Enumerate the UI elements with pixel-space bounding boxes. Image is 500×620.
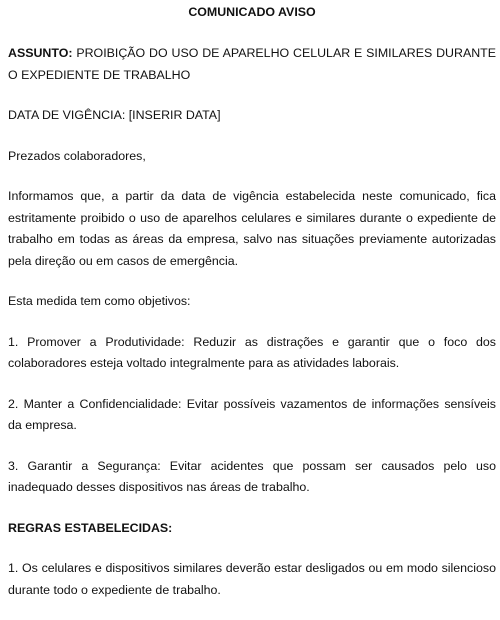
objective-item: 2. Manter a Confidencialidade: Evitar possíveis vazamentos de informações sensíveis da empresa. [8, 396, 496, 432]
rule-item: 1. Os celulares e dispositivos similares deverão estar desligados ou em modo silencioso durante todo o expediente de trabalho. [8, 561, 496, 597]
document-title: COMUNICADO AVISO [188, 5, 316, 19]
objective-item: 1. Promover a Produtividade: Reduzir as distrações e garantir que o foco dos colaboradores esteja voltado integralmente para as atividades laborais. [8, 334, 496, 370]
subject-label: ASSUNTO: [8, 46, 73, 60]
objectives-heading: Esta medida tem como objetivos: [8, 294, 191, 308]
document [8, 0, 496, 620]
subject-text: PROIBIÇÃO DO USO DE APARELHO CELULAR E SIMILARES DURANTE O EXPEDIENTE DE TRABALHO [8, 46, 496, 82]
intro-paragraph: Informamos que, a partir da data de vigência estabelecida neste comunicado, fica estritamente proibido o uso de aparelhos celulares e similares durante o expediente de trabalho em todas as áreas da empresa, salvo nas situações previamente autorizadas pela direção ou em casos de emergência. [8, 189, 496, 268]
rules-heading: REGRAS ESTABELECIDAS: [8, 520, 173, 535]
subject-line [8, 43, 496, 86]
objective-item: 3. Garantir a Segurança: Evitar acidentes que possam ser causados pelo uso inadequado desses dispositivos nas áreas de trabalho. [8, 458, 496, 494]
greeting: Prezados colaboradores, [8, 148, 146, 163]
effective-date: DATA DE VIGÊNCIA: [INSERIR DATA] [8, 108, 221, 122]
